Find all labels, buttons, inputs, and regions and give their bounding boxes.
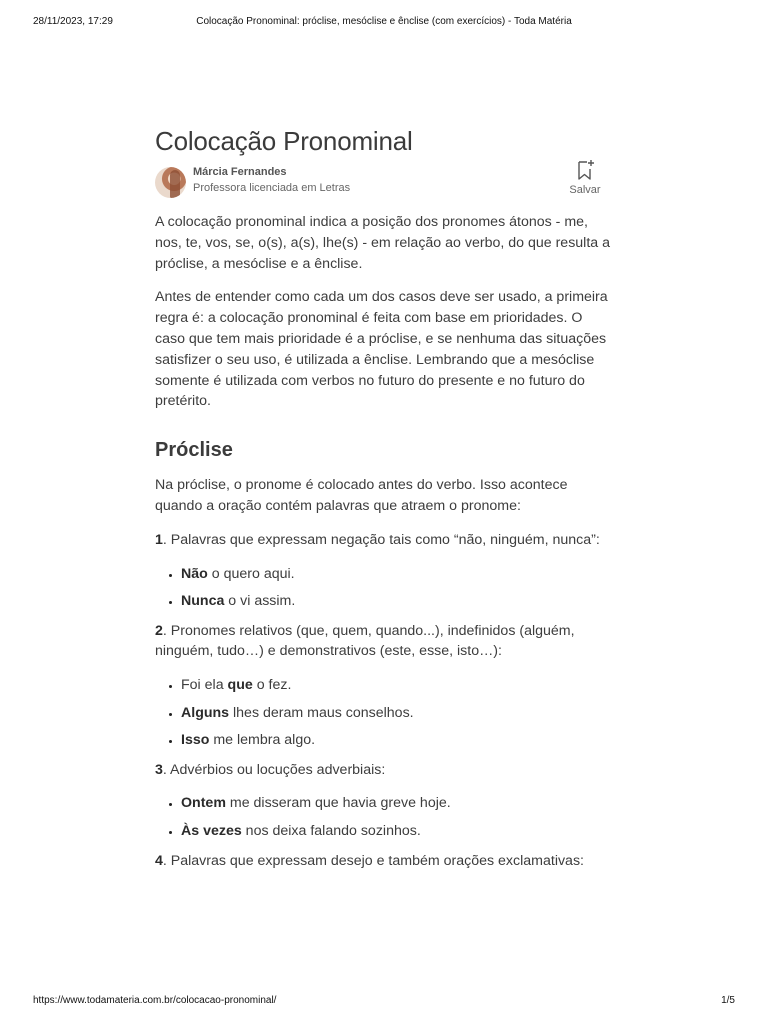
rule-text: . Pronomes relativos (que, quem, quando...), indefinidos (alguém, ninguém, tudo…) e demonstrativos (este, esse, isto…): xyxy=(155,622,575,660)
example-keyword: Às vezes xyxy=(181,822,242,839)
print-url[interactable]: https://www.todamateria.com.br/colocacao-pronominal/ xyxy=(33,995,277,1006)
author-name[interactable]: Márcia Fernandes xyxy=(193,166,287,178)
rule-3 xyxy=(155,760,615,781)
save-button[interactable] xyxy=(567,158,603,198)
rule-4 xyxy=(155,851,615,872)
rule-number: 4 xyxy=(155,852,163,869)
list-item: • Às vezes nos deixa falando sozinhos. xyxy=(181,821,615,842)
example-list xyxy=(155,564,615,612)
proclise-intro: Na próclise, o pronome é colocado antes do verbo. Isso acontece quando a oração contém palavras que atraem o pronome: xyxy=(155,477,568,514)
author-role: Professora licenciada em Letras xyxy=(193,182,351,194)
page-number: 1/5 xyxy=(721,995,735,1006)
list-item: • Alguns lhes deram maus conselhos. xyxy=(181,703,615,724)
rule-number: 3 xyxy=(155,761,163,778)
example-list xyxy=(155,793,615,841)
section-heading-proclise: Próclise xyxy=(155,439,233,462)
bookmark-plus-icon xyxy=(574,158,596,182)
rule-text: . Palavras que expressam negação tais como “não, ninguém, nunca”: xyxy=(162,531,600,548)
list-item: • Foi ela que o fez. xyxy=(181,675,615,696)
intro-paragraph: Antes de entender como cada um dos casos deve ser usado, a primeira regra é: a colocação pronominal é feita com base em prioridades. O caso que tem mais prioridade é a próclise, e se nenhuma das situações satisfizer o seu uso, é utilizada a ênclise. Lembrando que a mesóclise somente é utilizada com verbos no futuro do presente e no futuro do pretérito. xyxy=(155,289,608,410)
author-avatar[interactable] xyxy=(155,167,186,198)
rule-1 xyxy=(155,530,615,551)
rule-number: 1 xyxy=(155,531,163,548)
list-item: • Não o quero aqui. xyxy=(181,564,615,585)
example-keyword: Alguns xyxy=(181,704,230,721)
intro-paragraph: A colocação pronominal indica a posição dos pronomes átonos - me, nos, te, vos, se, o(s), a(s), lhe(s) - em relação ao verbo, do que resulta a próclise, a mesóclise e a ênclise. xyxy=(155,214,610,272)
list-item: • Isso me lembra algo. xyxy=(181,730,615,751)
rule-text: . Advérbios ou locuções adverbiais: xyxy=(162,761,386,778)
print-header xyxy=(33,16,735,30)
article-title: Colocação Pronominal xyxy=(155,126,413,156)
example-keyword: Não xyxy=(181,565,208,582)
list-item: • Ontem me disseram que havia greve hoje. xyxy=(181,793,615,814)
save-label: Salvar xyxy=(569,184,601,196)
print-page-title: Colocação Pronominal: próclise, mesóclise e ênclise (com exercícios) - Toda Matéria xyxy=(196,16,572,27)
example-keyword: Isso xyxy=(181,731,210,748)
rule-number: 2 xyxy=(155,622,163,639)
author-row xyxy=(155,166,615,214)
rule-text: . Palavras que expressam desejo e também orações exclamativas: xyxy=(162,852,584,869)
example-list xyxy=(155,675,615,750)
print-footer xyxy=(33,995,735,1009)
print-datetime: 28/11/2023, 17:29 xyxy=(33,16,113,27)
example-keyword: Ontem xyxy=(181,795,226,812)
rule-2 xyxy=(155,621,615,663)
example-keyword: que xyxy=(227,677,253,694)
example-keyword: Nunca xyxy=(181,592,225,609)
list-item: • Nunca o vi assim. xyxy=(181,591,615,612)
article xyxy=(155,122,615,884)
